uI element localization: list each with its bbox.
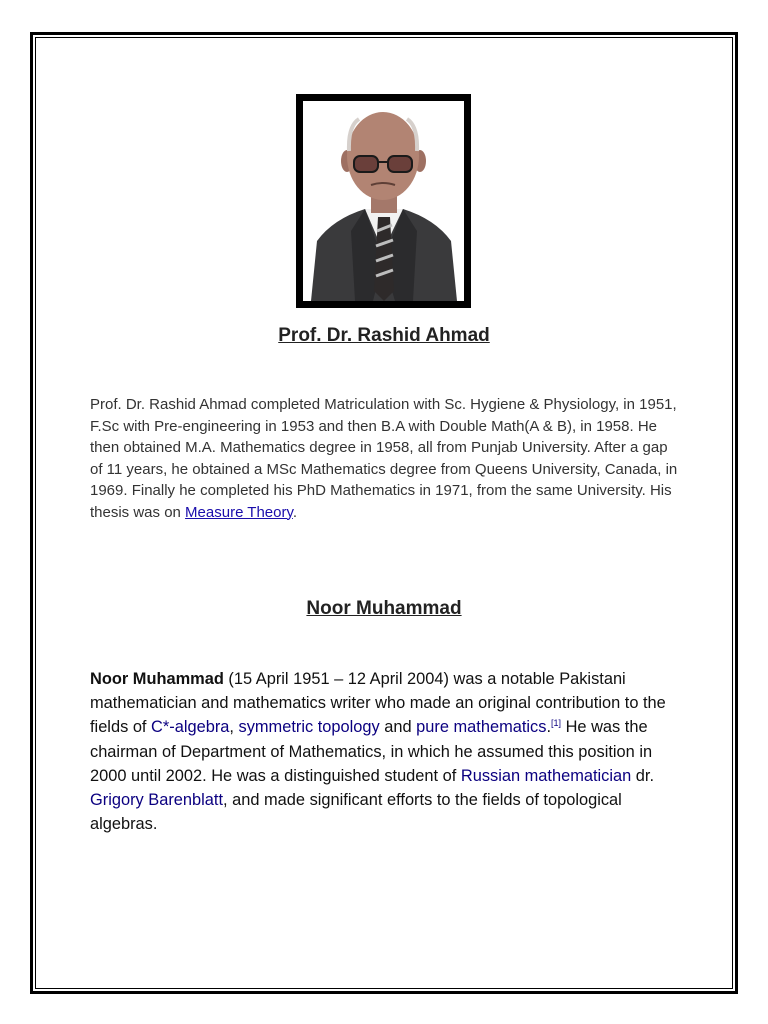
grigory-barenblatt-link[interactable]: Grigory Barenblatt bbox=[90, 791, 224, 810]
reference-1[interactable]: [1] bbox=[551, 718, 562, 729]
bio-text-6: dr. bbox=[631, 766, 655, 785]
measure-theory-link[interactable]: Measure Theory bbox=[185, 503, 293, 521]
portrait-illustration bbox=[303, 101, 464, 301]
bio-text-end: . bbox=[292, 503, 298, 521]
pure-mathematics-link[interactable]: pure mathematics bbox=[416, 718, 547, 737]
bio-text-7: , and made significant efforts to the fields of topological algebras. bbox=[90, 791, 622, 834]
russian-mathematician-link[interactable]: Russian mathematician bbox=[460, 766, 632, 785]
noor-muhammad-bio bbox=[90, 667, 690, 836]
bio-text-5: He was the chairman of Department of Mathematics, in which he assumed this position in 2000 until 2002. He was a distinguished student of bbox=[90, 718, 653, 785]
profile-heading-rashid-ahmad: Prof. Dr. Rashid Ahmad bbox=[278, 325, 490, 346]
profile-heading-noor-muhammad: Noor Muhammad bbox=[306, 598, 462, 619]
bold-name: Noor Muhammad bbox=[90, 670, 224, 688]
bio-text-3: and bbox=[379, 718, 417, 737]
bio-text-1: (15 April 1951 – 12 April 2004) was a notable Pakistani mathematician and mathematics writer who made an original contribution to the fields of bbox=[90, 670, 666, 737]
bio-text: Prof. Dr. Rashid Ahmad completed Matriculation with Sc. Hygiene & Physiology, in 1951, F.Sc with Pre-engineering in 1953 and then B.A with Double Math(A & B), in 1958. He then obtained M.A. Mathematics degree in 1958, all from Punjab University. After a gap of 11 years, he obtained a MSc Mathematics degree from Queens University, Canada, in 1969. Finally he completed his PhD Mathematics in 1971, from the same University. His thesis was on bbox=[90, 396, 678, 521]
rashid-ahmad-bio bbox=[90, 394, 680, 523]
c-star-algebra-link[interactable]: C*-algebra bbox=[151, 718, 230, 737]
symmetric-topology-link[interactable]: symmetric topology bbox=[238, 718, 380, 737]
portrait-photo bbox=[296, 94, 471, 308]
bio-text-2: , bbox=[229, 718, 239, 737]
bio-text-4: . bbox=[546, 718, 552, 737]
